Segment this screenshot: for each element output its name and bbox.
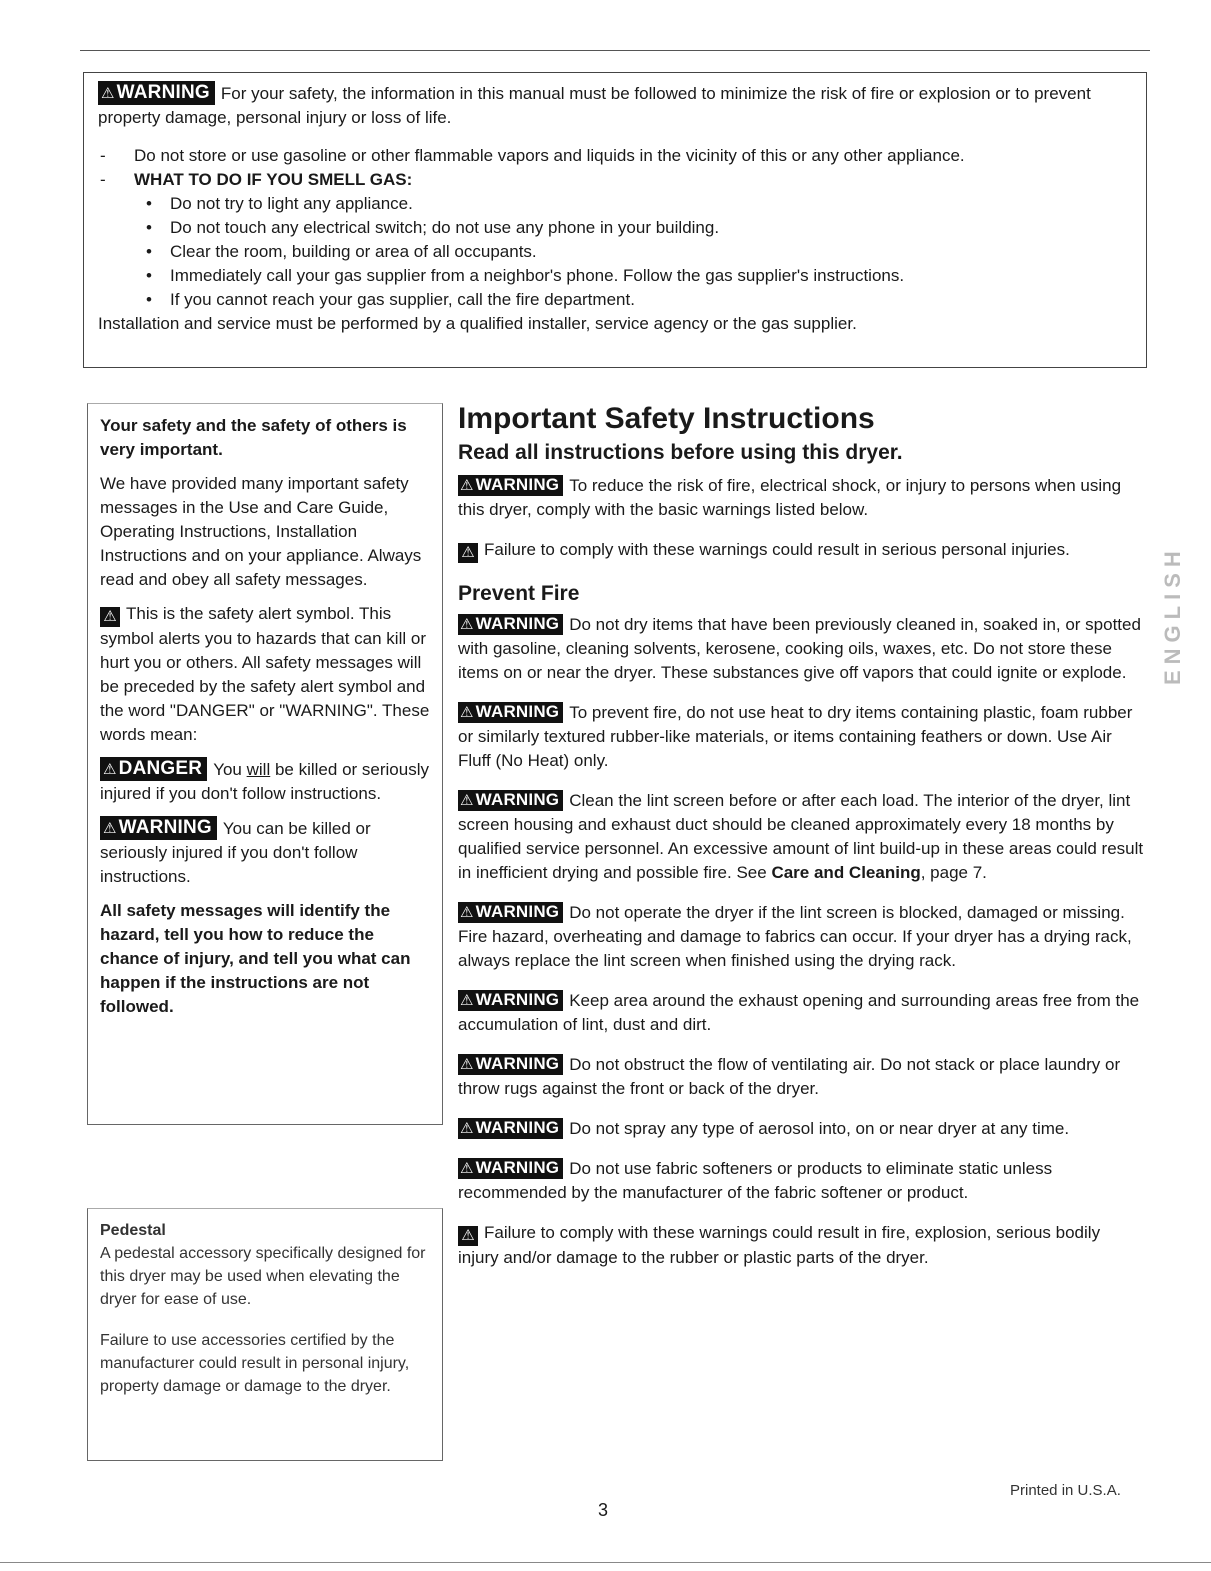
list-item: • Do not try to light any appliance. <box>134 192 1132 216</box>
installation-note: Installation and service must be performed by a qualified installer, service agency or the gas supplier. <box>98 314 857 333</box>
warning-badge: ⚠ WARNING <box>458 475 563 496</box>
warning-triangle-icon: ⚠ <box>460 1160 474 1177</box>
smell-gas-list <box>134 192 1132 312</box>
warning-triangle-icon: ⚠ <box>460 704 474 721</box>
gas-warning-intro: ⚠ WARNING For your safety, the information in this manual must be followed to minimize the risk of fire or explosion or to prevent property damage, personal injury or loss of life. <box>98 82 1091 127</box>
danger-definition: ⚠ DANGER You will be killed or seriously injured if you don't follow instructions. <box>100 758 429 803</box>
safety-alert-icon: ⚠ <box>458 543 478 563</box>
pedestal-title: Pedestal <box>100 1222 166 1239</box>
list-item: • Immediately call your gas supplier from a neighbor's phone. Follow the gas supplier's instructions. <box>134 264 1132 288</box>
warning-badge: ⚠ WARNING <box>458 614 563 635</box>
warning-badge: ⚠ WARNING <box>458 790 563 811</box>
warning-triangle-icon: ⚠ <box>460 1120 474 1137</box>
list-item: - WHAT TO DO IF YOU SMELL GAS: • Do not try to light any appliance. • Do not touch any electrical switch; do not use any phone in your building. • Clear the room, building or area of all occupants. • Immediately call your gas supplier from a neighbor's phone. Follow the gas supplier's instructions. • If you cannot reach your gas supplier, call the fire department. <box>98 168 1132 312</box>
gas-warning-list <box>98 144 1132 312</box>
safety-alert-icon: ⚠ <box>458 1226 478 1246</box>
section-heading: Prevent Fire <box>458 582 580 605</box>
warning-triangle-icon: ⚠ <box>460 616 474 633</box>
printed-note: Printed in U.S.A. <box>1010 1482 1121 1499</box>
warning-paragraph: ⚠ WARNING Do not use fabric softeners or products to eliminate static unless recommended by the manufacturer of the fabric softener or product. <box>458 1158 1053 1202</box>
safety-alert-icon: ⚠ <box>100 607 120 627</box>
warning-badge: ⚠ WARNING <box>458 1118 563 1139</box>
pedestal-box <box>87 1208 443 1461</box>
gas-warning-box <box>83 72 1147 368</box>
warning-paragraph: ⚠ WARNING Do not operate the dryer if the lint screen is blocked, damaged or missing. Fire hazard, overheating and damage to fabrics can occur. If your dryer has a drying rack, always replace the lint screen when finished using the drying rack. <box>458 902 1132 970</box>
list-item: - Do not store or use gasoline or other flammable vapors and liquids in the vicinity of this or any other appliance. <box>100 146 965 165</box>
warning-paragraph: ⚠ WARNING Do not spray any type of aerosol into, on or near dryer at any time. <box>460 1118 1070 1138</box>
alert-paragraph: ⚠ Failure to comply with these warnings could result in serious personal injuries. <box>458 538 1144 563</box>
warning-triangle-icon: ⚠ <box>460 992 474 1009</box>
page-number: 3 <box>598 1500 609 1520</box>
warning-badge: ⚠ WARNING <box>458 702 563 723</box>
danger-badge: ⚠ DANGER <box>100 757 207 781</box>
warning-paragraph: ⚠ WARNING Do not dry items that have been previously cleaned in, soaked in, or spotted with gasoline, cleaning solvents, kerosene, cooking oils, waxes, etc. Do not store these items on or near the dryer. These substances give off vapors that could ignite or explode. <box>458 614 1141 682</box>
safety-heading: Your safety and the safety of others is very important. <box>100 416 407 459</box>
warning-badge: ⚠ WARNING <box>98 81 215 105</box>
language-tab: ENGLISH <box>1160 545 1185 685</box>
warning-paragraph: ⚠ WARNING Keep area around the exhaust opening and surrounding areas free from the accumulation of lint, dust and dirt. <box>458 990 1140 1034</box>
warning-definition: ⚠ WARNING You can be killed or seriously injured if you don't follow instructions. <box>100 817 371 886</box>
alert-paragraph: ⚠ Failure to comply with these warnings could result in fire, explosion, serious bodily injury and/or damage to the rubber or plastic parts of the dryer. <box>458 1223 1101 1267</box>
top-rule <box>80 50 1150 51</box>
page-subtitle: Read all instructions before using this dryer. <box>458 441 903 464</box>
warning-badge: ⚠ WARNING <box>100 816 217 840</box>
warning-triangle-icon: ⚠ <box>101 85 115 102</box>
safety-paragraph: We have provided many important safety messages in the Use and Care Guide, Operating Instructions, Installation Instructions and on your appliance. Always read and obey all safety messages. <box>100 474 422 589</box>
bottom-rule <box>0 1562 1211 1563</box>
list-item: • Clear the room, building or area of all occupants. <box>134 240 1132 264</box>
alert-symbol-paragraph: ⚠ This is the safety alert symbol. This symbol alerts you to hazards that can kill or hurt you or others. All safety messages will be preceded by the safety alert symbol and the word "DANGER" or "WARNING". These words mean: <box>100 604 430 744</box>
list-item: • If you cannot reach your gas supplier, call the fire department. <box>134 288 1132 312</box>
warning-paragraph: ⚠ WARNING To prevent fire, do not use heat to dry items containing plastic, foam rubber or similarly textured rubber-like materials, or items containing feathers or down. Use Air Fluff (No Heat) only. <box>458 702 1133 770</box>
warning-paragraph: ⚠ WARNING Clean the lint screen before or after each load. The interior of the dryer, lint screen housing and exhaust duct should be cleaned approximately every 18 months by qualified service personnel. An excessive amount of lint build-up in these areas could result in inefficient drying and possible fire. See Care and Cleaning, page 7. <box>458 790 1144 882</box>
warning-badge: ⚠ WARNING <box>458 902 563 923</box>
warning-triangle-icon: ⚠ <box>460 1056 474 1073</box>
page-title: Important Safety Instructions <box>458 402 875 435</box>
warning-triangle-icon: ⚠ <box>103 820 117 837</box>
warning-triangle-icon: ⚠ <box>460 904 474 921</box>
list-item: • Do not touch any electrical switch; do not use any phone in your building. <box>134 216 1132 240</box>
warning-triangle-icon: ⚠ <box>103 761 117 778</box>
main-instructions <box>458 400 1144 1270</box>
warning-badge: ⚠ WARNING <box>458 990 563 1011</box>
warning-triangle-icon: ⚠ <box>460 792 474 809</box>
safety-info-box <box>87 403 443 1125</box>
safety-closing: All safety messages will identify the hazard, tell you how to reduce the chance of injury, and tell you what can happen if the instructions are not followed. <box>100 901 411 1016</box>
warning-badge: ⚠ WARNING <box>458 1054 563 1075</box>
warning-paragraph: ⚠ WARNING To reduce the risk of fire, electrical shock, or injury to persons when using this dryer, comply with the basic warnings listed below. <box>458 475 1122 519</box>
pedestal-paragraph: Failure to use accessories certified by the manufacturer could result in personal injury, property damage or damage to the dryer. <box>100 1332 410 1395</box>
warning-triangle-icon: ⚠ <box>460 477 474 494</box>
warning-badge: ⚠ WARNING <box>458 1158 563 1179</box>
warning-paragraph: ⚠ WARNING Do not obstruct the flow of ventilating air. Do not stack or place laundry or throw rugs against the front or back of the dryer. <box>458 1054 1121 1098</box>
pedestal-paragraph: A pedestal accessory specifically designed for this dryer may be used when elevating the dryer for ease of use. <box>100 1245 426 1308</box>
